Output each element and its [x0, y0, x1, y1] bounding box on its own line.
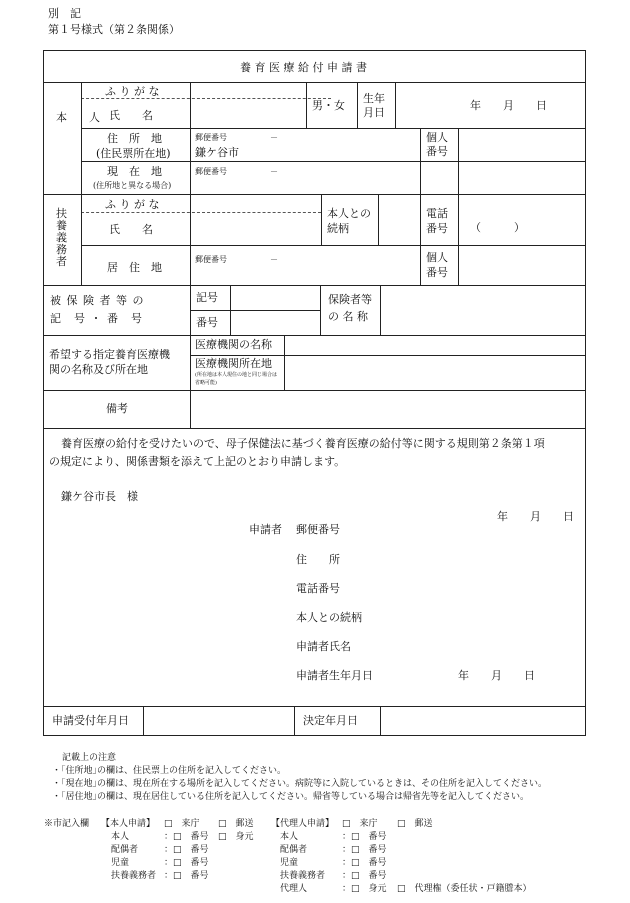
insured-label-1: 被 保 険 者 等 の	[50, 294, 145, 307]
left-row-check[interactable]: ：□ 番号	[164, 845, 209, 855]
remarks-label: 備考	[106, 402, 128, 415]
addressee: 鎌ケ谷市長 様	[61, 490, 138, 503]
right-row-check[interactable]: ：□ 身元	[342, 884, 387, 894]
applicant-address-label: 住 所	[296, 553, 340, 566]
application-date: 年 月 日	[497, 510, 574, 523]
right-row-check[interactable]: ：□ 番号	[342, 858, 387, 868]
bango-label: 番号	[196, 316, 218, 329]
facility-address-label: 医療機関所在地	[195, 357, 272, 370]
note-item: ・｢現在地｣の欄は、現在所在する場所を記入してください。病院等に入院しているときは、その住所を記入してください。	[52, 779, 548, 789]
decision-date-label: 決定年月日	[303, 714, 358, 727]
office-heading: ※市記入欄	[44, 819, 90, 829]
address-city: 鎌ケ谷市	[195, 146, 239, 159]
note-item: ・｢居住地｣の欄は、現在居住している住所を記入してください。帰省等している場合は帰省先等を記入してください。	[52, 792, 530, 802]
self-visit-checkbox[interactable]: □ 来庁	[164, 819, 200, 829]
form-title: 養 育 医 療 給 付 申 請 書	[240, 61, 367, 74]
address-postal-dash: －	[270, 133, 278, 142]
insured-label-2: 記 号 ・ 番 号	[50, 312, 143, 325]
name-label: 氏 名	[109, 109, 153, 122]
form-number: 第１号様式（第２条関係）	[48, 23, 180, 36]
birth-date-label: 生年月日	[363, 92, 385, 119]
right-row-who: 児童	[280, 858, 299, 868]
facility-name-label: 医療機関の名称	[195, 338, 272, 351]
applicant-phone-label: 電話番号	[296, 582, 340, 595]
applicant-name-label: 申請者氏名	[296, 640, 351, 653]
patient-section-label: 本 人	[56, 111, 100, 124]
left-row-extra[interactable]: □ 身元	[218, 832, 254, 842]
self-apply-label: 【本人申請】	[101, 819, 156, 829]
right-row-check[interactable]: ：□ 番号	[342, 845, 387, 855]
address-label: 住 所 地	[107, 132, 162, 145]
right-row-check[interactable]: ：□ 番号	[342, 832, 387, 842]
facility-address-note-1: (所在地は本人現住の地と同じ場合は	[195, 372, 277, 378]
furigana-label: ふ り が な	[105, 85, 160, 98]
residence-label: 居 住 地	[107, 261, 162, 274]
current-address-sub-label: (住所地と異なる場合)	[93, 181, 172, 190]
insurer-label-1: 保険者等	[328, 293, 372, 306]
left-row-check[interactable]: ：□ 番号	[164, 832, 209, 842]
left-row-who: 扶養義務者	[111, 871, 157, 881]
residence-postal-label: 郵便番号	[195, 255, 227, 264]
applicant-birth-date: 年 月 日	[458, 669, 535, 682]
left-row-who: 配偶者	[111, 845, 139, 855]
facility-label-2: 関の名称及び所在地	[49, 363, 148, 376]
self-mail-checkbox[interactable]: □ 郵送	[218, 819, 254, 829]
facility-address-note-2: 省略可能)	[195, 380, 217, 386]
applicant-label: 申請者	[249, 523, 282, 536]
address-sub-label: (住民票所在地)	[96, 147, 171, 160]
birth-date-blank: 年 月 日	[470, 99, 547, 112]
note-item: ・｢住所地｣の欄は、住民票上の住所を記入してください。	[52, 766, 287, 776]
phone-paren: （ ）	[470, 221, 525, 234]
current-postal-dash: －	[270, 167, 278, 176]
left-row-check[interactable]: ：□ 番号	[164, 858, 209, 868]
applicant-relation-label: 本人との続柄	[296, 611, 362, 624]
right-row-check[interactable]: ：□ 番号	[342, 871, 387, 881]
kigo-label: 記号	[196, 291, 218, 304]
annex-label: 別 記	[48, 7, 81, 20]
left-row-check[interactable]: ：□ 番号	[164, 871, 209, 881]
address-postal-label: 郵便番号	[195, 133, 227, 142]
facility-label-1: 希望する指定養育医療機	[49, 348, 170, 361]
proxy-apply-label: 【代理人申請】	[271, 819, 335, 829]
guardian-section-label: 扶養義務者	[56, 207, 67, 269]
guardian-furigana-label: ふ り が な	[105, 198, 160, 211]
guardian-my-number-label: 個人番号	[426, 251, 448, 279]
guardian-name-label: 氏 名	[109, 223, 153, 236]
right-row-who: 配偶者	[280, 845, 308, 855]
phone-label: 電話番号	[426, 207, 448, 235]
relation-label: 本人との続柄	[327, 207, 371, 235]
right-row-who: 本人	[280, 832, 299, 842]
notes-heading: 記載上の注意	[62, 753, 117, 763]
patient-my-number-label: 個人番号	[426, 131, 448, 159]
right-row-who: 扶養義務者	[280, 871, 326, 881]
current-postal-label: 郵便番号	[195, 167, 227, 176]
applicant-postal-label: 郵便番号	[296, 523, 340, 536]
insurer-label-2: の 名 称	[328, 310, 368, 323]
left-row-who: 本人	[111, 832, 130, 842]
current-address-label: 現 在 地	[107, 165, 162, 178]
right-row-who: 代理人	[280, 884, 308, 894]
left-row-who: 児童	[111, 858, 130, 868]
proxy-mail-checkbox[interactable]: □ 郵送	[397, 819, 433, 829]
proxy-visit-checkbox[interactable]: □ 来庁	[342, 819, 378, 829]
residence-postal-dash: －	[270, 255, 278, 264]
statement-line-1: 養育医療の給付を受けたいので、母子保健法に基づく養育医療の給付等に関する規則第２条第１項	[61, 437, 545, 450]
receipt-date-label: 申請受付年月日	[52, 714, 129, 727]
statement-line-2: の規定により、関係書類を添えて上記のとおり申請します。	[49, 455, 346, 468]
sex-label: 男・女	[312, 99, 345, 112]
applicant-birth-label: 申請者生年月日	[296, 669, 373, 682]
right-row-extra[interactable]: □ 代理権（委任状・戸籍謄本）	[397, 884, 532, 894]
